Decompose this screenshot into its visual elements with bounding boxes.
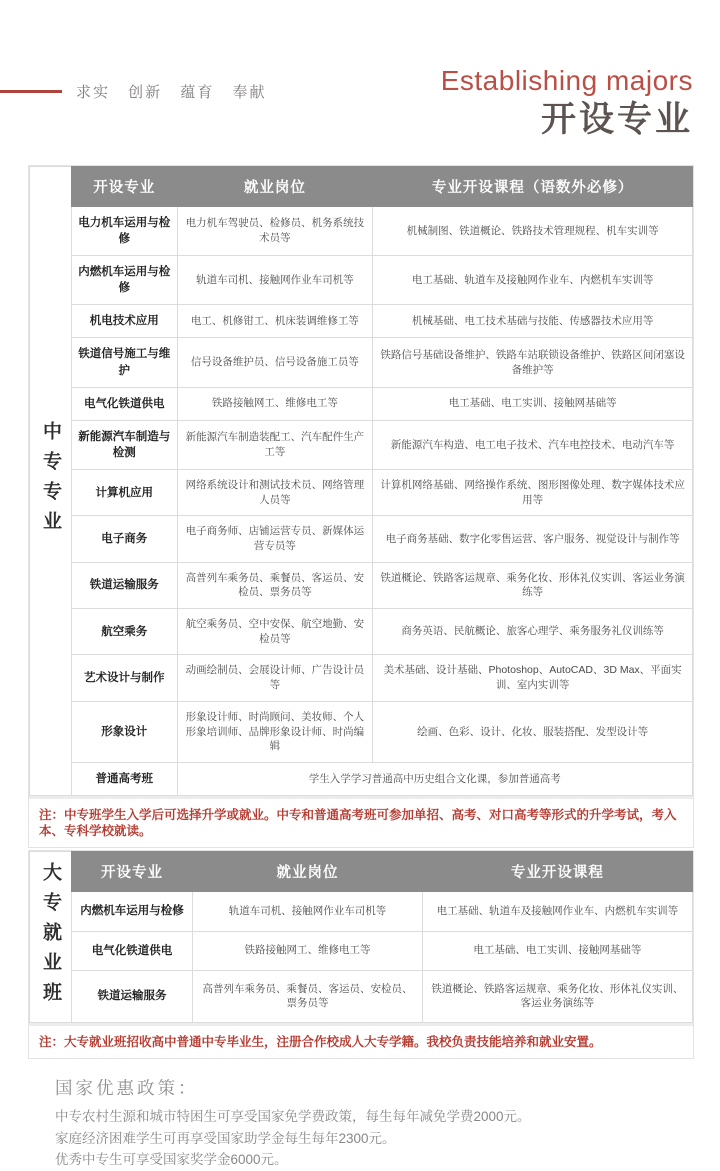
jobs-cell: 铁路接触网工、维修电工等	[193, 931, 423, 970]
jobs-cell: 电工、机修钳工、机床装调维修工等	[177, 305, 373, 338]
merged-content-cell: 学生入学学习普通高中历史组合文化课，参加普通高考	[177, 762, 692, 795]
zhongzhuan-note: 注：中专班学生入学后可选择升学或就业。中专和普通高考班可参加单招、高考、对口高考等形式的升学考试，考入本、专科学校就读。	[29, 799, 693, 848]
jobs-cell: 信号设备维护员、信号设备施工员等	[177, 338, 373, 387]
major-cell: 内燃机车运用与检修	[72, 256, 178, 305]
jobs-cell: 新能源汽车制造装配工、汽车配件生产工等	[177, 420, 373, 469]
major-cell: 新能源汽车制造与检测	[72, 420, 178, 469]
red-accent-line	[0, 90, 62, 93]
major-cell: 铁道信号施工与维护	[72, 338, 178, 387]
courses-cell: 新能源汽车构造、电工电子技术、汽车电控技术、电动汽车等	[373, 420, 693, 469]
courses-cell: 电工基础、轨道车及接触网作业车、内燃机车实训等	[422, 892, 692, 931]
table-row	[72, 420, 693, 469]
courses-cell: 美术基础、设计基础、Photoshop、AutoCAD、3D Max、平面实训、室内实训等	[373, 655, 693, 701]
major-cell: 机电技术应用	[72, 305, 178, 338]
major-cell: 铁道运输服务	[72, 562, 178, 608]
policy-line: 优秀中专生可享受国家奖学金6000元。	[55, 1152, 288, 1168]
zhongzhuan-table-area	[29, 166, 693, 796]
jobs-cell: 铁路接触网工、维修电工等	[177, 387, 373, 420]
table-row	[72, 562, 693, 608]
table-row	[72, 207, 693, 256]
page-title-english: Establishing majors	[440, 65, 693, 96]
courses-cell: 机械制图、铁道概论、铁路技术管理规程、机车实训等	[373, 207, 693, 256]
national-policy-section	[55, 1075, 720, 1171]
zhongzhuan-panel	[28, 165, 694, 848]
jobs-cell: 轨道车司机、接触网作业车司机等	[177, 256, 373, 305]
page-header	[0, 0, 720, 165]
major-cell: 电气化铁道供电	[72, 931, 193, 970]
jobs-cell: 电子商务师、店铺运营专员、新媒体运营专员等	[177, 516, 373, 562]
courses-cell: 计算机网络基础、网络操作系统、图形图像处理、数字媒体技术应用等	[373, 469, 693, 515]
courses-cell: 铁道概论、铁路客运规章、乘务化妆、形体礼仪实训、客运业务演练等	[373, 562, 693, 608]
column-header-courses: 专业开设课程（语数外必修）	[373, 167, 693, 207]
table-row	[72, 516, 693, 562]
section-label-zhongzhuan: 中专专业	[29, 166, 71, 796]
table-row	[72, 892, 693, 931]
jobs-cell: 轨道车司机、接触网作业车司机等	[193, 892, 423, 931]
jobs-cell: 电力机车驾驶员、检修员、机务系统技术员等	[177, 207, 373, 256]
jobs-cell: 高普列车乘务员、乘餐员、客运员、安检员、票务员等	[177, 562, 373, 608]
table-header-row	[72, 167, 693, 207]
dazhuan-note: 注：大专就业班招收高中普通中专毕业生，注册合作校成人大专学籍。我校负责技能培养和就业安置。	[29, 1026, 693, 1058]
table-row	[72, 338, 693, 387]
table-row	[72, 931, 693, 970]
table-row	[72, 469, 693, 515]
courses-cell: 绘画、色彩、设计、化妆、服装搭配、发型设计等	[373, 701, 693, 762]
major-cell: 形象设计	[72, 701, 178, 762]
page-title-block	[441, 66, 693, 141]
jobs-cell: 网络系统设计和测试技术员、网络管理人员等	[177, 469, 373, 515]
major-cell: 电力机车运用与检修	[72, 207, 178, 256]
courses-cell: 铁路信号基础设备维护、铁路车站联锁设备维护、铁路区间闭塞设备维护等	[373, 338, 693, 387]
column-header-jobs: 就业岗位	[193, 852, 423, 892]
table-row	[72, 609, 693, 655]
table-row	[72, 256, 693, 305]
courses-cell: 商务英语、民航概论、旅客心理学、乘务服务礼仪训练等	[373, 609, 693, 655]
dazhuan-table-area	[29, 851, 693, 1023]
major-cell: 内燃机车运用与检修	[72, 892, 193, 931]
motto-text: 求实 创新 蕴育 奉献	[76, 84, 267, 101]
major-cell: 计算机应用	[72, 469, 178, 515]
school-motto	[0, 81, 267, 102]
major-cell: 铁道运输服务	[72, 970, 193, 1022]
section-label-dazhuan: 大专就业班	[29, 851, 71, 1023]
courses-cell: 电子商务基础、数字化零售运营、客户服务、视觉设计与制作等	[373, 516, 693, 562]
major-cell: 艺术设计与制作	[72, 655, 178, 701]
page-title-chinese: 开设专业	[540, 99, 693, 139]
courses-cell: 电工基础、电工实训、接触网基础等	[422, 931, 692, 970]
table-row	[72, 970, 693, 1022]
table-header-row	[72, 852, 693, 892]
table-row	[72, 305, 693, 338]
dazhuan-majors-table	[71, 851, 693, 1023]
major-cell: 电子商务	[72, 516, 178, 562]
dazhuan-panel	[28, 850, 694, 1059]
table-row	[72, 655, 693, 701]
policy-line: 家庭经济困难学生可再享受国家助学金每生每年2300元。	[55, 1130, 396, 1146]
jobs-cell: 高普列车乘务员、乘餐员、客运员、安检员、票务员等	[193, 970, 423, 1022]
table-row	[72, 387, 693, 420]
zhongzhuan-table-body	[72, 207, 693, 796]
jobs-cell: 航空乘务员、空中安保、航空地勤、安检员等	[177, 609, 373, 655]
column-header-jobs: 就业岗位	[177, 167, 373, 207]
major-cell: 航空乘务	[72, 609, 178, 655]
jobs-cell: 形象设计师、时尚顾问、美妆师、个人形象培训师、品牌形象设计师、时尚编辑	[177, 701, 373, 762]
courses-cell: 铁道概论、铁路客运规章、乘务化妆、形体礼仪实训、客运业务演练等	[422, 970, 692, 1022]
column-header-major: 开设专业	[72, 852, 193, 892]
major-cell: 普通高考班	[72, 762, 178, 795]
courses-cell: 电工基础、电工实训、接触网基础等	[373, 387, 693, 420]
column-header-courses: 专业开设课程	[422, 852, 692, 892]
jobs-cell: 动画绘制员、会展设计师、广告设计员等	[177, 655, 373, 701]
courses-cell: 电工基础、轨道车及接触网作业车、内燃机车实训等	[373, 256, 693, 305]
policy-line: 中专农村生源和城市特困生可享受国家免学费政策，每生每年减免学费2000元。	[55, 1109, 531, 1125]
table-row	[72, 762, 693, 795]
zhongzhuan-majors-table	[71, 166, 693, 796]
table-row	[72, 701, 693, 762]
dazhuan-table-body	[72, 892, 693, 1023]
policy-title: 国家优惠政策：	[55, 1078, 199, 1099]
courses-cell: 机械基础、电工技术基础与技能、传感器技术应用等	[373, 305, 693, 338]
major-cell: 电气化铁道供电	[72, 387, 178, 420]
column-header-major: 开设专业	[72, 167, 178, 207]
